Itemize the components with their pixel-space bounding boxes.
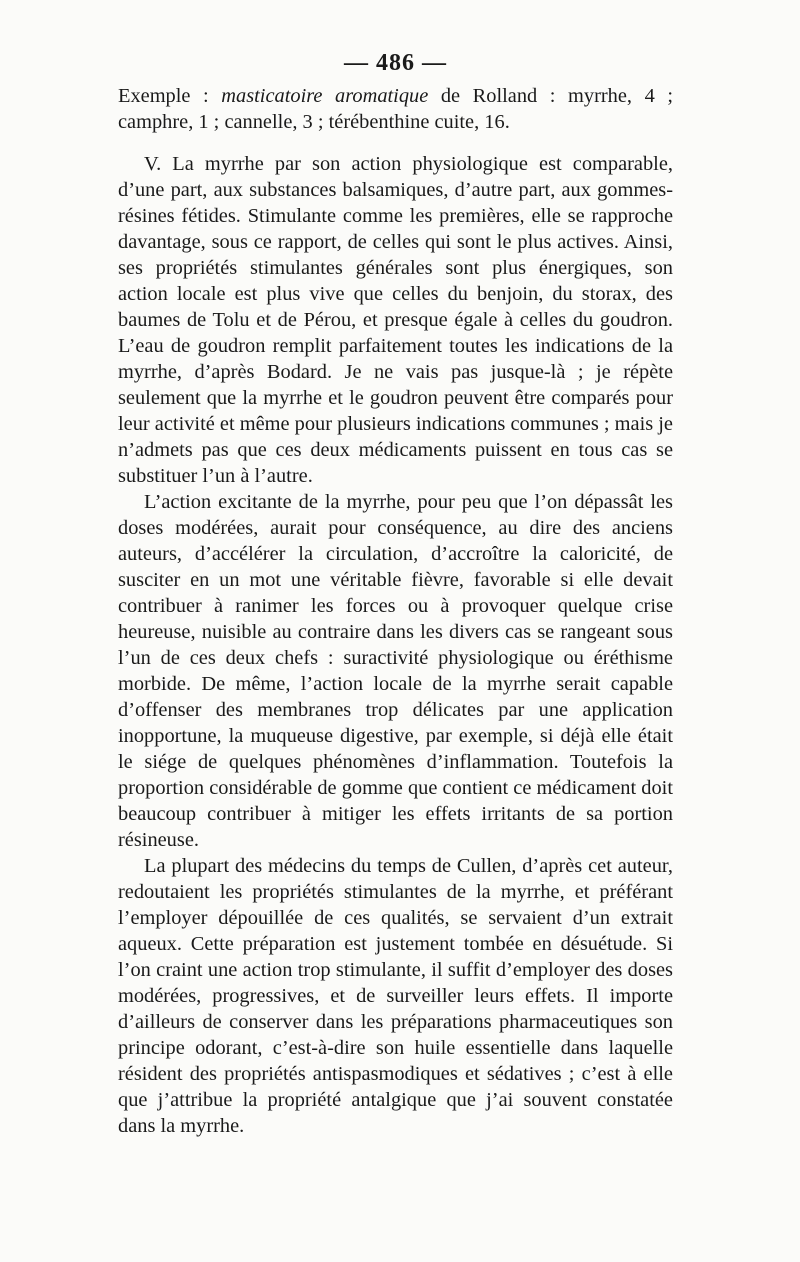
example-lead: Exemple : <box>118 85 222 107</box>
paragraph-cullen: La plupart des médecins du temps de Cullen, d’après cet auteur, redoutaient les propriétés stimulantes de la myrrhe, et préférant l’employer dépouillée de ces qualités, se servaient d’un extrait aqueux. Cette préparation est justement tombée en désuétude. Si l’on craint une action trop stimulante, il suffit d’employer des doses modérées, progressives, et de surveiller leurs effets. Il importe d’ailleurs de conserver dans les préparations pharmaceutiques son principe odorant, c’est-à-dire son huile essentielle dans laquelle résident des propriétés antispasmodiques et sédatives ; c’est à elle que j’attribue la propriété antalgique que j’ai souvent constatée dans la myrrhe. <box>118 855 673 1137</box>
example-line <box>118 83 673 135</box>
book-page <box>118 50 673 1139</box>
example-title: masticatoire aromatique <box>221 85 429 107</box>
paragraph-action-excitante: L’action excitante de la myrrhe, pour peu que l’on dépassât les doses modérées, aurait pour conséquence, au dire des anciens auteurs, d’accélérer la circulation, d’accroître la caloricité, de susciter en un mot une véritable fièvre, favorable si elle devait contribuer à ranimer les forces ou à provoquer quelque crise heureuse, nuisible au contraire dans les divers cas se rangeant sous l’un de ces deux chefs : suractivité physiologique ou éréthisme morbide. De même, l’action locale de la myrrhe serait capable d’offenser des membranes trop délicates par une application inopportune, la muqueuse digestive, par exemple, si déjà elle était le siége de quelques phénomènes d’inflammation. Toutefois la proportion considérable de gomme que contient ce médicament doit beaucoup contribuer à mitiger les effets irritants de sa portion résineuse. <box>118 491 673 851</box>
paragraph-section-v: V. La myrrhe par son action physiologique est comparable, d’une part, aux substances balsamiques, d’autre part, aux gommes-résines fétides. Stimulante comme les premières, elle se rapproche davantage, sous ce rapport, de celles qui sont le plus actives. Ainsi, ses propriétés stimulantes générales sont plus énergiques, son action locale est plus vive que celles du benjoin, du storax, des baumes de Tolu et de Pérou, et presque égale à celles du goudron. L’eau de goudron remplit parfaitement toutes les indications de la myrrhe, d’après Bodard. Je ne vais pas jusque-là ; je répète seulement que la myrrhe et le goudron peuvent être comparés pour leur activité et même pour plusieurs indications communes ; mais je n’admets pas que ces deux médicaments puissent en tous cas se substituer l’un à l’autre. <box>118 153 673 487</box>
example-rest: de Rolland : myrrhe, 4 ; camphre, 1 ; cannelle, 3 ; térébenthine cuite, 16. <box>118 85 674 133</box>
page-number: — 486 — <box>344 50 447 76</box>
